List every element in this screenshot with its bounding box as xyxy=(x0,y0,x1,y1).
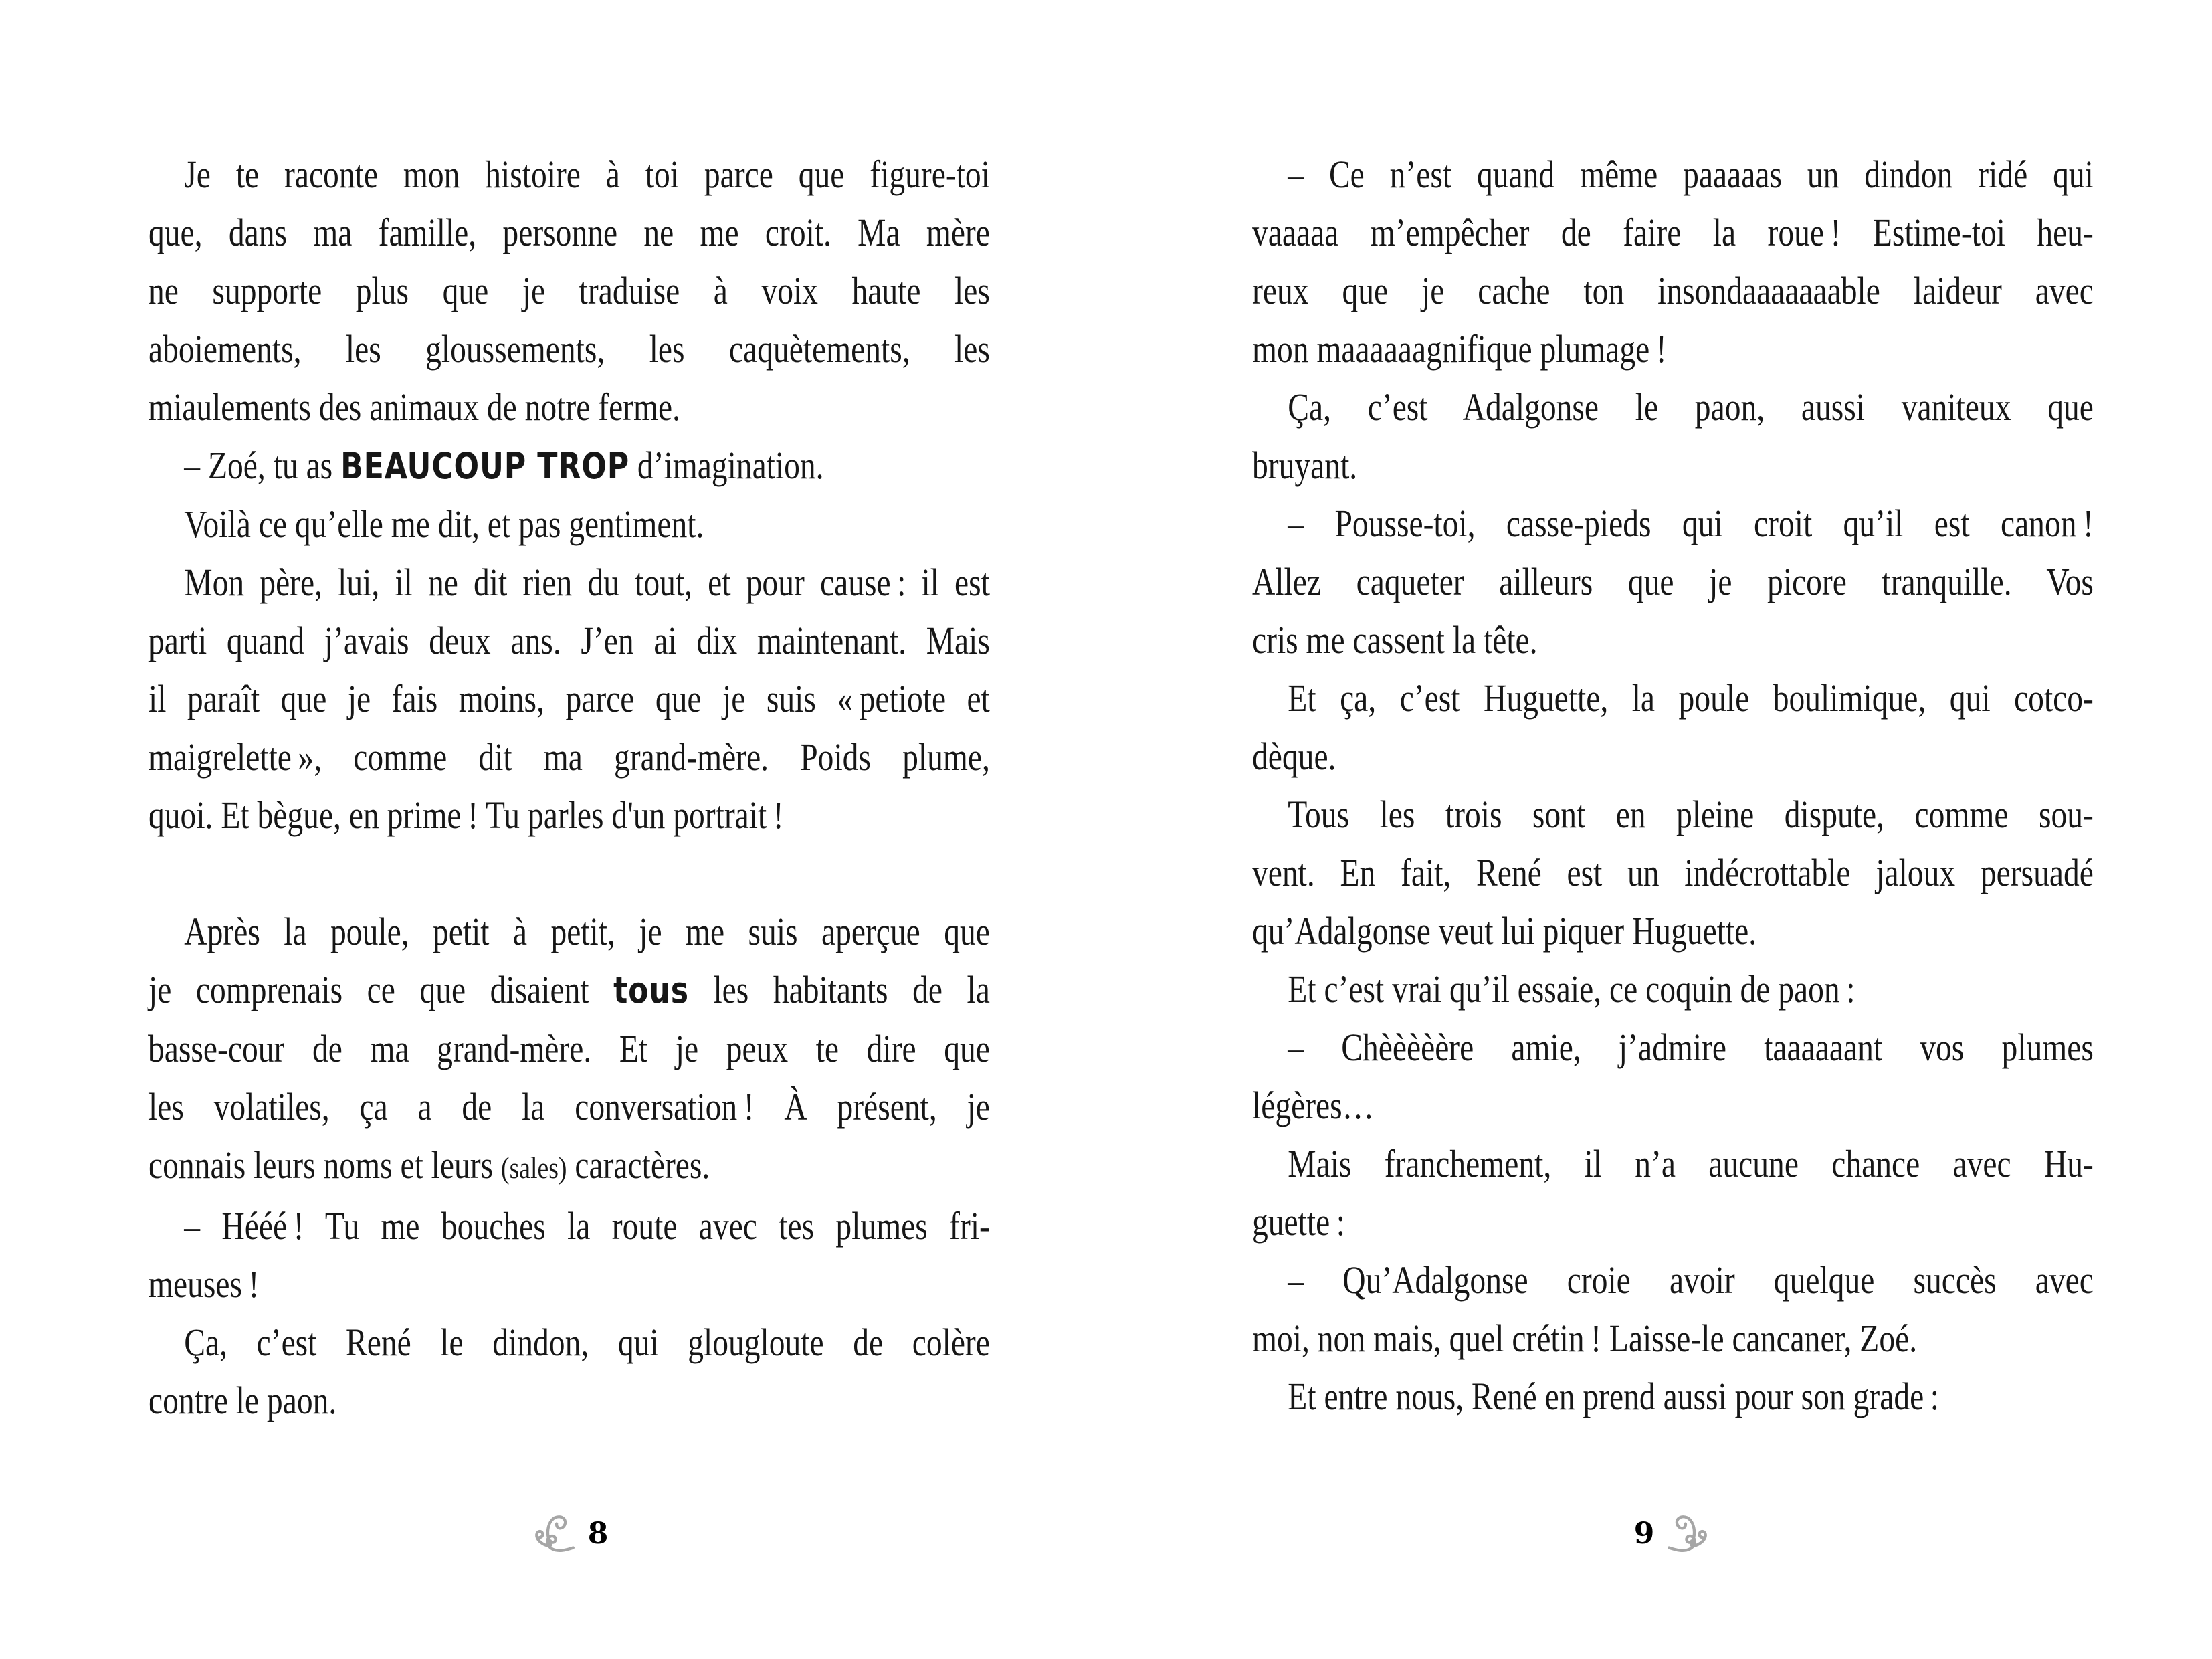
paragraph xyxy=(148,902,990,1197)
body-text: légères… xyxy=(1252,1084,1375,1127)
page-number-left: 8 xyxy=(587,1517,609,1551)
body-text: meuses ! xyxy=(148,1262,260,1306)
body-text: les habitants de la xyxy=(688,968,990,1011)
text-line xyxy=(148,436,990,495)
text-line xyxy=(148,1197,990,1255)
body-text: Et c’est vrai qu’il essaie, ce coquin de paon : xyxy=(1288,967,1855,1011)
body-text: Ça, c’est René le dindon, qui glougloute de colère xyxy=(184,1321,990,1364)
body-text: Mon père, lui, il ne dit rien du tout, et pour cause : il est xyxy=(184,561,990,604)
paragraph xyxy=(1252,785,2094,960)
flourish-ornament-icon xyxy=(530,1509,575,1559)
body-text: guette : xyxy=(1252,1200,1345,1244)
body-text: Tous les trois sont en pleine dispute, comme sou- xyxy=(1288,793,2094,836)
body-text: connais leurs noms et leurs xyxy=(148,1143,502,1187)
paragraph xyxy=(148,436,990,495)
body-text: Je te raconte mon histoire à toi parce que figure-toi xyxy=(184,153,990,196)
paragraph xyxy=(1252,1367,2094,1426)
text-line xyxy=(1252,611,2094,669)
body-text: quoi. Et bègue, en prime ! Tu parles d'un portrait ! xyxy=(148,793,784,837)
text-line xyxy=(1252,1367,2094,1426)
text-line xyxy=(148,611,990,670)
body-text: moi, non mais, quel crétin ! Laisse-le cancaner, Zoé. xyxy=(1252,1316,1918,1360)
paragraph xyxy=(1252,494,2094,669)
paragraph xyxy=(1252,145,2094,378)
text-line xyxy=(148,902,990,961)
text-line xyxy=(148,378,990,436)
text-line xyxy=(1252,1135,2094,1193)
text-line xyxy=(148,728,990,786)
body-text: – Hééé ! Tu me bouches la route avec tes plumes fri- xyxy=(184,1204,990,1248)
body-text: je comprenais ce que disaient xyxy=(148,968,614,1011)
text-line xyxy=(148,1136,990,1197)
body-text: Voilà ce qu’elle me dit, et pas gentiment. xyxy=(184,502,704,546)
body-text: vaaaaa m’empêcher de faire la roue ! Estime-toi heu- xyxy=(1252,211,2094,254)
paragraph xyxy=(148,1197,990,1313)
text-line xyxy=(1252,960,2094,1018)
page-right-footer xyxy=(1252,1505,2094,1563)
paragraph xyxy=(148,495,990,553)
text-line xyxy=(148,961,990,1019)
text-line xyxy=(1252,320,2094,378)
body-text: Et entre nous, René en prend aussi pour son grade : xyxy=(1288,1375,1939,1418)
body-text: vent. En fait, René est un indécrottable jaloux persuadé xyxy=(1252,851,2094,894)
page-left-text-block xyxy=(148,145,990,1430)
text-line xyxy=(1252,436,2094,494)
body-text: contre le paon. xyxy=(148,1379,337,1422)
text-line xyxy=(148,786,990,844)
body-text: qu’Adalgonse veut lui piquer Huguette. xyxy=(1252,909,1757,953)
body-text: parti quand j’avais deux ans. J’en ai dix maintenant. Mais xyxy=(148,619,990,662)
text-line xyxy=(1252,203,2094,262)
text-line xyxy=(148,670,990,728)
body-text: – Ce n’est quand même paaaaas un dindon ridé qui xyxy=(1288,153,2094,196)
body-text: Et ça, c’est Huguette, la poule boulimique, qui cotco- xyxy=(1288,676,2094,720)
body-text: reux que je cache ton insondaaaaaaable laideur avec xyxy=(1252,269,2094,312)
text-line xyxy=(1252,1076,2094,1135)
text-line xyxy=(1252,262,2094,320)
body-text: – Zoé, tu as xyxy=(184,444,341,487)
paragraph xyxy=(1252,1135,2094,1251)
body-text: ne supporte plus que je traduise à voix haute les xyxy=(148,269,990,312)
emphasis-text: (sales) xyxy=(501,1151,567,1185)
body-text: bruyant. xyxy=(1252,444,1358,487)
text-line xyxy=(148,1255,990,1313)
text-line xyxy=(148,203,990,262)
page-right-text-block xyxy=(1252,145,2094,1426)
paragraph xyxy=(148,145,990,436)
text-line xyxy=(148,1019,990,1078)
page-number-right: 9 xyxy=(1633,1517,1655,1551)
emphasis-text: tous xyxy=(613,969,689,1011)
page-left-footer xyxy=(148,1505,990,1563)
text-line xyxy=(148,495,990,553)
body-text: – Pousse-toi, casse-pieds qui croit qu’il est canon ! xyxy=(1288,502,2094,545)
body-text: aboiements, les gloussements, les caquètements, les xyxy=(148,327,990,371)
text-line xyxy=(148,145,990,203)
paragraph xyxy=(1252,669,2094,785)
body-text: Après la poule, petit à petit, je me suis aperçue que xyxy=(184,910,990,953)
body-text: il paraît que je fais moins, parce que je suis « petiote et xyxy=(148,677,990,720)
text-line xyxy=(1252,145,2094,203)
text-line xyxy=(148,262,990,320)
body-text: Ça, c’est Adalgonse le paon, aussi vaniteux que xyxy=(1288,385,2094,429)
body-text: dèque. xyxy=(1252,735,1336,778)
paragraph xyxy=(1252,960,2094,1018)
text-line xyxy=(1252,494,2094,553)
text-line xyxy=(148,1313,990,1371)
body-text: Allez caqueter ailleurs que je picore tranquille. Vos xyxy=(1252,560,2094,603)
text-line xyxy=(1252,785,2094,844)
body-text: – Chèèèèère amie, j’admire taaaaaant vos plumes xyxy=(1288,1026,2094,1069)
body-text: Mais franchement, il n’a aucune chance avec Hu- xyxy=(1288,1142,2094,1185)
text-line xyxy=(1252,669,2094,727)
text-line xyxy=(1252,1309,2094,1367)
body-text: cris me cassent la tête. xyxy=(1252,618,1538,662)
text-line xyxy=(148,553,990,611)
text-line xyxy=(1252,902,2094,960)
text-line xyxy=(1252,553,2094,611)
paragraph xyxy=(1252,1251,2094,1367)
paragraph xyxy=(148,1313,990,1430)
text-line xyxy=(148,1078,990,1136)
body-text: que, dans ma famille, personne ne me croit. Ma mère xyxy=(148,211,990,254)
body-text: – Qu’Adalgonse croie avoir quelque succès avec xyxy=(1288,1258,2094,1302)
text-line xyxy=(148,320,990,378)
flourish-ornament-mirrored-icon xyxy=(1668,1509,1712,1559)
body-text: maigrelette », comme dit ma grand-mère. Poids plume, xyxy=(148,735,990,779)
body-text: miaulements des animaux de notre ferme. xyxy=(148,385,681,429)
body-text: caractères. xyxy=(567,1143,710,1187)
paragraph xyxy=(1252,1018,2094,1135)
text-line xyxy=(148,1371,990,1430)
text-line xyxy=(1252,1251,2094,1309)
text-line xyxy=(1252,844,2094,902)
text-line xyxy=(1252,378,2094,436)
paragraph xyxy=(1252,378,2094,494)
text-line xyxy=(1252,1018,2094,1076)
body-text: les volatiles, ça a de la conversation ! À présent, je xyxy=(148,1085,990,1129)
paragraph xyxy=(148,553,990,844)
body-text: basse-cour de ma grand-mère. Et je peux te dire que xyxy=(148,1027,990,1070)
text-line xyxy=(1252,727,2094,785)
body-text: d’imagination. xyxy=(629,444,824,487)
emphasis-text: BEAUCOUP TROP xyxy=(340,445,629,487)
text-line xyxy=(1252,1193,2094,1251)
body-text: mon maaaaaagnifique plumage ! xyxy=(1252,327,1667,371)
